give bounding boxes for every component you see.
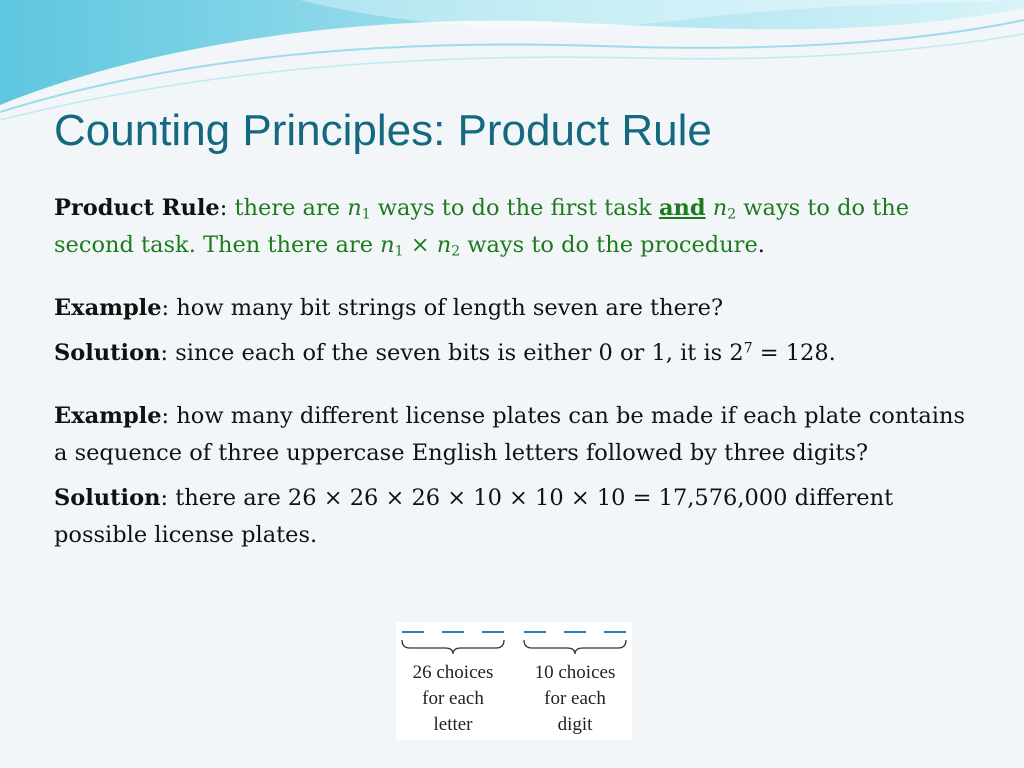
- example-2-label: Example: [54, 403, 162, 429]
- rule-text-5: ways to do the procedure: [460, 232, 758, 258]
- n1-sub: 1: [361, 206, 371, 223]
- letters-label-line-1: 26 choices: [412, 662, 494, 683]
- example-1: [54, 290, 984, 327]
- n1b-var: n: [380, 232, 395, 258]
- n1-var: n: [347, 195, 362, 221]
- n1b-sub: 1: [394, 243, 404, 260]
- rule-text-2: ways to do the first task: [370, 195, 659, 221]
- letters-choice-label: [398, 660, 508, 738]
- n2b-sub: 2: [451, 243, 461, 260]
- solution-2: [54, 480, 984, 554]
- license-plate-figure: [396, 622, 632, 740]
- solution-1-exponent: 7: [743, 340, 753, 357]
- and-emphasis: and: [658, 195, 706, 221]
- n2b-var: n: [436, 232, 452, 258]
- slide-content: [54, 190, 984, 554]
- slide-title: Counting Principles: Product Rule: [54, 106, 712, 155]
- solution-1-tail: = 128.: [752, 340, 836, 366]
- rule-end: .: [757, 232, 765, 258]
- solution-2-label: Solution: [54, 485, 161, 511]
- rule-colon: :: [219, 195, 228, 221]
- solution-1-text: : since each of the seven bits is either 0 or 1, it is 2: [160, 340, 744, 366]
- solution-1: [54, 335, 984, 372]
- letters-label-line-3: letter: [433, 714, 473, 735]
- letters-brace: [402, 640, 504, 654]
- digits-label-line-2: for each: [544, 688, 606, 709]
- product-rule-paragraph: [54, 190, 984, 264]
- rule-text-3: [706, 195, 713, 221]
- product-rule-term: Product Rule: [54, 195, 220, 221]
- n2-var: n: [712, 195, 728, 221]
- digits-brace: [524, 640, 626, 654]
- rule-text-1: there are: [227, 195, 348, 221]
- solution-2-text: : there are 26 × 26 × 26 × 10 × 10 × 10 = 17,576,000 different possible license plates.: [54, 485, 894, 548]
- times-sign: ×: [403, 232, 437, 258]
- rule-text-4: ways to do the second task. Then there are: [54, 195, 910, 258]
- example-1-text: : how many bit strings of length seven are there?: [161, 295, 724, 321]
- example-2: [54, 398, 984, 472]
- digits-label-line-3: digit: [557, 714, 593, 735]
- n2-sub: 2: [727, 206, 737, 223]
- digits-label-line-1: 10 choices: [534, 662, 616, 683]
- solution-1-label: Solution: [54, 340, 161, 366]
- letters-label-line-2: for each: [422, 688, 484, 709]
- example-1-label: Example: [54, 295, 162, 321]
- example-2-text: : how many different license plates can be made if each plate contains a sequence of three uppercase English letters followed by three digits?: [54, 403, 966, 466]
- digits-choice-label: [520, 660, 630, 738]
